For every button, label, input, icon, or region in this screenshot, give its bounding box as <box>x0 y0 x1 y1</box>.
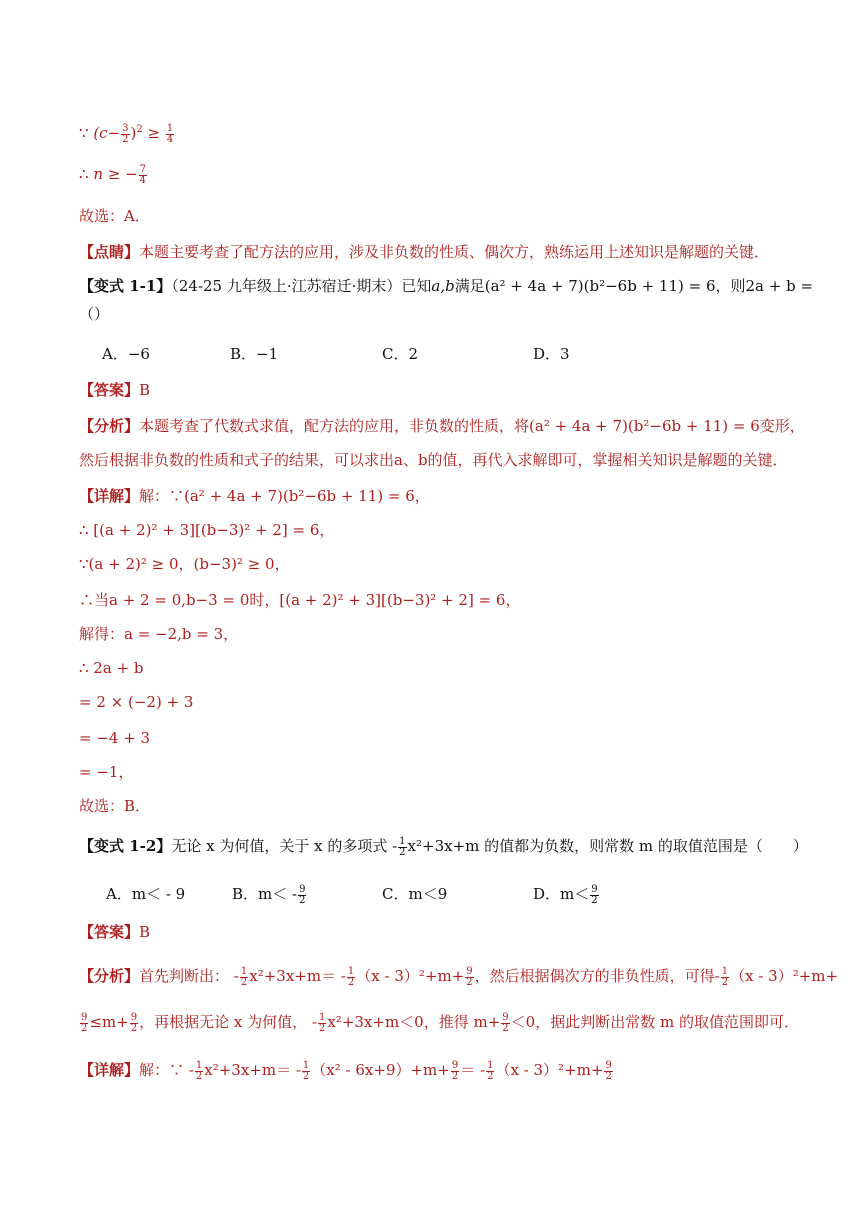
option-b: B．m＜ - $\frac{9}{2}$ <box>232 883 306 906</box>
dianjing-line: 【点睛】本题主要考查了配方法的应用，涉及非负数的性质、偶次方，熟练运用上述知识是解题的关键． <box>79 243 770 261</box>
detail-1-1-step-3: ∵(a + 2)² ≥ 0，(b−3)² ≥ 0， <box>79 555 290 573</box>
detail-1-1-step-6: ∴ 2a + b <box>79 659 144 677</box>
analysis-1-1-cont: 然后根据非负数的性质和式子的结果，可以求出a、b的值，再代入求解即可，掌握相关知识是解题的关键． <box>79 451 788 469</box>
fraction: $\frac{1}{2}$ <box>318 1011 326 1034</box>
analysis-1-2-cont: $\frac{9}{2}$ ≤m+ $\frac{9}{2}$ ，再根据无论 x 为何值， - $\frac{1}{2}$ x²+3x+m＜0，推得 m+ $\frac{9}{2}$ ＜0，据此判断出常数 m 的取值范围即可． <box>81 1011 799 1034</box>
step-line-2: ∴ n ≥ − $\frac{7}{4}$ <box>79 163 147 186</box>
fraction: $\frac{1}{2}$ <box>399 835 406 858</box>
analysis-1-1: 【分析】本题考查了代数式求值，配方法的应用，非负数的性质，将(a² + 4a + 7)(b²−6b + 11) = 6变形， <box>79 417 805 435</box>
fraction: $\frac{9}{2}$ <box>591 883 598 906</box>
detail-1-1-step-5: 解得：a = −2,b = 3， <box>79 625 239 643</box>
option-c: C．m＜9 <box>382 885 448 903</box>
option-d: D．3 <box>533 345 570 363</box>
fraction: $\frac{1}{2}$ <box>302 1059 310 1082</box>
step-line-1: ∵ (c− $\frac{3}{2}$ )$^2$ ≥ $\frac{1}{4}$ <box>79 122 174 145</box>
choice-1-1: 故选：B． <box>79 797 151 815</box>
detail-1-1-step-1: 【详解】解：∵(a² + 4a + 7)(b²−6b + 11) = 6， <box>79 487 430 505</box>
detail-1-1-step-7: = 2 × (−2) + 3 <box>79 693 194 711</box>
fraction: $\frac{7}{4}$ <box>139 163 147 186</box>
fraction: $\frac{9}{2}$ <box>130 1011 138 1034</box>
detail-1-1-step-9: = −1， <box>79 763 134 781</box>
answer-1-2: 【答案】B <box>79 923 151 941</box>
option-b: B．−1 <box>230 345 279 363</box>
fraction: $\frac{1}{2}$ <box>721 965 729 988</box>
fraction: $\frac{1}{2}$ <box>195 1059 203 1082</box>
fraction: $\frac{1}{4}$ <box>166 122 174 145</box>
option-d: D．m＜ $\frac{9}{2}$ <box>533 883 598 906</box>
fraction: $\frac{1}{2}$ <box>240 965 248 988</box>
detail-1-1-step-8: = −4 + 3 <box>79 729 151 747</box>
detail-1-1-step-2: ∴ [(a + 2)² + 3][(b−3)² + 2] = 6， <box>79 521 335 539</box>
answer-1-1: 【答案】B <box>79 381 151 399</box>
question-1-2: 【变式 1-2】无论 x 为何值，关于 x 的多项式 - $\frac{1}{2}$ x²+3x+m 的值都为负数，则常数 m 的取值范围是（ ） <box>79 835 808 858</box>
question-1-1: 【变式 1-1】（24-25 九年级上·江苏宿迁·期末）已知a,b满足(a² + 4a + 7)(b²−6b + 11) = 6，则2a + b = <box>79 277 814 295</box>
fraction: $\frac{9}{2}$ <box>605 1059 612 1082</box>
option-a: A．m＜ - 9 <box>106 885 186 903</box>
fraction: $\frac{9}{2}$ <box>466 965 473 988</box>
detail-1-1-step-4: ∴当a + 2 = 0,b−3 = 0时，[(a + 2)² + 3][(b−3)² + 2] = 6， <box>79 591 521 609</box>
fraction: $\frac{1}{2}$ <box>347 965 355 988</box>
fraction: $\frac{9}{2}$ <box>299 883 306 906</box>
fraction: $\frac{9}{2}$ <box>81 1011 88 1034</box>
fraction: $\frac{9}{2}$ <box>451 1059 459 1082</box>
question-1-1-paren: （） <box>79 305 110 323</box>
fraction: $\frac{3}{2}$ <box>122 122 129 145</box>
choice-line: 故选：A． <box>79 207 150 225</box>
fraction: $\frac{1}{2}$ <box>487 1059 494 1082</box>
detail-1-2: 【详解】解：∵ - $\frac{1}{2}$ x²+3x+m＝ - $\frac{1}{2}$ （x² - 6x+9）+m+ $\frac{9}{2}$ ＝ - $\frac{1}{2}$ （x - 3）²+m+ $\frac{9}{2}$ <box>79 1059 612 1082</box>
analysis-1-2: 【分析】首先判断出： - $\frac{1}{2}$ x²+3x+m＝ - $\frac{1}{2}$ （x - 3）²+m+ $\frac{9}{2}$ ，然后根据偶次方的非负性质，可得- $\frac{1}{2}$ （x - 3）²+m+ <box>79 965 839 988</box>
option-c: C．2 <box>382 345 419 363</box>
option-a: A．−6 <box>102 345 150 363</box>
fraction: $\frac{9}{2}$ <box>502 1011 509 1034</box>
